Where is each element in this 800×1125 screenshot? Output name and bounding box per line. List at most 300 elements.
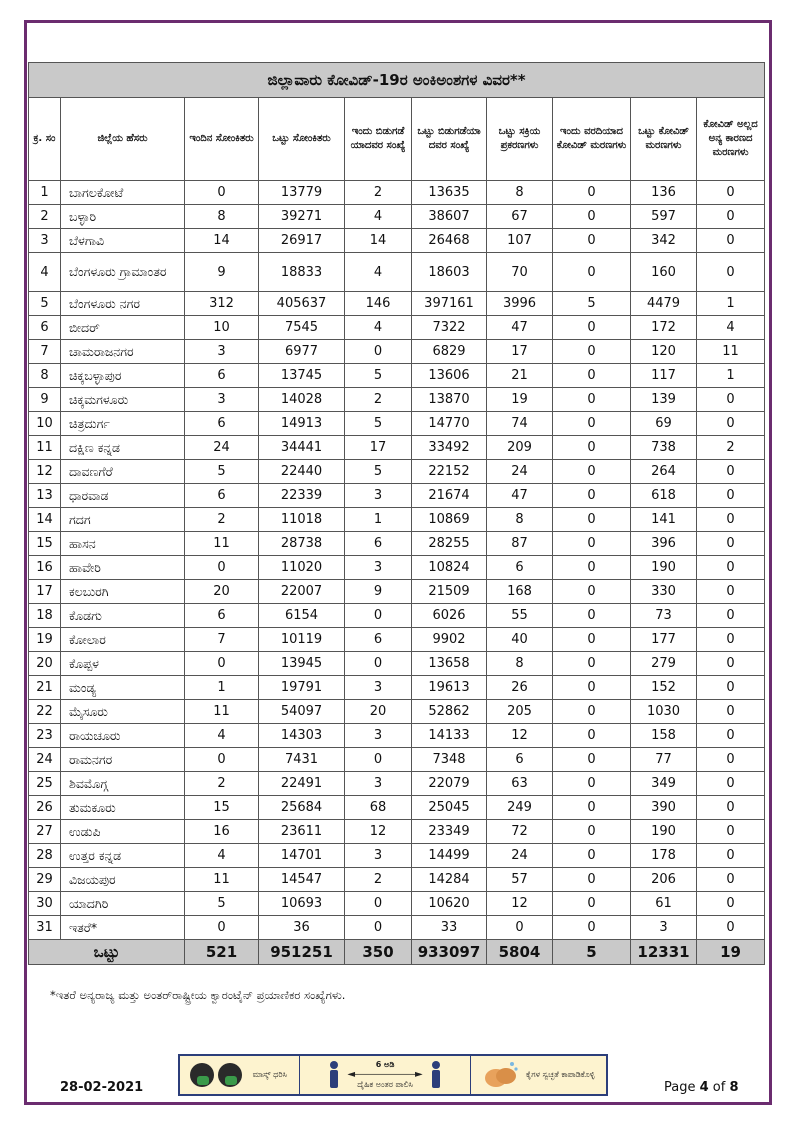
table-cell: 0	[553, 484, 631, 508]
district-name-cell: ಯಾದಗಿರಿ	[61, 892, 185, 916]
table-cell: 0	[345, 652, 412, 676]
table-cell: 14	[185, 229, 259, 253]
table-cell: 0	[553, 508, 631, 532]
table-cell: 7	[29, 340, 61, 364]
table-cell: 397161	[412, 292, 487, 316]
table-cell: 5	[345, 460, 412, 484]
table-cell: 349	[631, 772, 697, 796]
table-cell: 19791	[259, 676, 345, 700]
district-name-cell: ಕೋಲಾರ	[61, 628, 185, 652]
district-name-cell: ಉತ್ತರ ಕನ್ನಡ	[61, 844, 185, 868]
table-cell: 177	[631, 628, 697, 652]
table-cell: 279	[631, 652, 697, 676]
table-cell: 61	[631, 892, 697, 916]
table-cell: 0	[553, 796, 631, 820]
table-cell: 6	[487, 748, 553, 772]
table-cell: 38607	[412, 205, 487, 229]
district-name-cell: ಗದಗ	[61, 508, 185, 532]
total-cell: 350	[345, 940, 412, 965]
table-cell: 13606	[412, 364, 487, 388]
district-name-cell: ಬೆಳಗಾವಿ	[61, 229, 185, 253]
table-cell: 0	[553, 748, 631, 772]
district-name-cell: ದಕ್ಷಿಣ ಕನ್ನಡ	[61, 436, 185, 460]
table-cell: 0	[553, 820, 631, 844]
table-cell: 0	[185, 916, 259, 940]
table-cell: 36	[259, 916, 345, 940]
table-cell: 3996	[487, 292, 553, 316]
district-name-cell: ಶಿವಮೊಗ್ಗ	[61, 772, 185, 796]
table-cell: 24	[185, 436, 259, 460]
table-cell: 9902	[412, 628, 487, 652]
table-cell: 14	[345, 229, 412, 253]
district-name-cell: ಚಿಕ್ಕಮಗಳೂರು	[61, 388, 185, 412]
distance-label: ದೈಹಿಕ ಅಂತರ ಪಾಲಿಸಿ	[357, 1080, 413, 1089]
table-cell: 0	[553, 628, 631, 652]
total-cell: 5	[553, 940, 631, 965]
table-cell: 5	[185, 892, 259, 916]
district-name-cell: ವಿಜಯಪುರ	[61, 868, 185, 892]
district-name-cell: ಬಾಗಲಕೋಟೆ	[61, 181, 185, 205]
column-header: ಒಟ್ಟು ಸಕ್ರಿಯ ಪ್ರಕರಣಗಳು	[487, 98, 553, 181]
table-cell: 18603	[412, 253, 487, 292]
total-cell: 933097	[412, 940, 487, 965]
table-cell: 25	[29, 772, 61, 796]
district-name-cell: ಬೆಂಗಳೂರು ನಗರ	[61, 292, 185, 316]
table-cell: 0	[553, 844, 631, 868]
table-row	[29, 508, 765, 532]
table-cell: 738	[631, 436, 697, 460]
table-cell: 11	[29, 436, 61, 460]
table-cell: 0	[697, 844, 765, 868]
table-cell: 24	[29, 748, 61, 772]
table-cell: 6154	[259, 604, 345, 628]
table-cell: 6	[345, 628, 412, 652]
table-cell: 0	[553, 253, 631, 292]
person-icon	[327, 1060, 341, 1090]
district-name-cell: ಕೊಪ್ಪಳ	[61, 652, 185, 676]
table-cell: 14701	[259, 844, 345, 868]
table-cell: 10869	[412, 508, 487, 532]
table-cell: 6	[185, 484, 259, 508]
table-cell: 3	[345, 772, 412, 796]
table-cell: 22152	[412, 460, 487, 484]
table-cell: 146	[345, 292, 412, 316]
table-cell: 55	[487, 604, 553, 628]
table-cell: 0	[553, 556, 631, 580]
table-cell: 28255	[412, 532, 487, 556]
table-cell: 0	[697, 868, 765, 892]
table-cell: 24	[487, 844, 553, 868]
table-cell: 0	[553, 229, 631, 253]
table-row	[29, 253, 765, 292]
table-cell: 23611	[259, 820, 345, 844]
table-cell: 0	[553, 460, 631, 484]
table-cell: 15	[29, 532, 61, 556]
table-cell: 16	[185, 820, 259, 844]
table-cell: 117	[631, 364, 697, 388]
table-cell: 18	[29, 604, 61, 628]
district-name-cell: ಧಾರವಾಡ	[61, 484, 185, 508]
district-name-cell: ಚಿಕ್ಕಬಳ್ಳಾಪುರ	[61, 364, 185, 388]
district-name-cell: ಚಾಮರಾಜನಗರ	[61, 340, 185, 364]
person-icon	[429, 1060, 443, 1090]
table-cell: 405637	[259, 292, 345, 316]
mask-label: ಮಾಸ್ಕ್ ಧರಿಸಿ	[252, 1070, 287, 1079]
district-name-cell: ಇತರೆ*	[61, 916, 185, 940]
table-cell: 4	[345, 316, 412, 340]
table-cell: 20	[345, 700, 412, 724]
table-cell: 3	[631, 916, 697, 940]
total-cell: 521	[185, 940, 259, 965]
table-cell: 14028	[259, 388, 345, 412]
table-cell: 12	[29, 460, 61, 484]
total-label: ಒಟ್ಟು	[29, 940, 185, 965]
district-name-cell: ದಾವಣಗೆರೆ	[61, 460, 185, 484]
table-cell: 6026	[412, 604, 487, 628]
mask-section	[180, 1056, 299, 1094]
table-cell: 3	[345, 676, 412, 700]
table-cell: 4	[29, 253, 61, 292]
district-name-cell: ಕೊಡಗು	[61, 604, 185, 628]
table-cell: 0	[185, 748, 259, 772]
table-cell: 0	[185, 652, 259, 676]
table-cell: 26	[487, 676, 553, 700]
total-cell: 12331	[631, 940, 697, 965]
table-cell: 34441	[259, 436, 345, 460]
table-cell: 390	[631, 796, 697, 820]
district-name-cell: ಮೈಸೂರು	[61, 700, 185, 724]
table-cell: 2	[697, 436, 765, 460]
table-cell: 30	[29, 892, 61, 916]
table-cell: 21509	[412, 580, 487, 604]
table-row	[29, 364, 765, 388]
table-cell: 73	[631, 604, 697, 628]
table-cell: 0	[697, 556, 765, 580]
table-cell: 6977	[259, 340, 345, 364]
table-cell: 3	[29, 229, 61, 253]
table-title: ಜಿಲ್ಲಾವಾರು ಕೋವಿಡ್-19ರ ಅಂಕಿಅಂಶಗಳ ವಿವರ**	[29, 63, 765, 98]
table-cell: 21674	[412, 484, 487, 508]
table-cell: 39271	[259, 205, 345, 229]
table-cell: 136	[631, 181, 697, 205]
table-cell: 0	[185, 556, 259, 580]
table-cell: 4	[345, 205, 412, 229]
table-row	[29, 748, 765, 772]
page-number: Page 4 of 8	[664, 1080, 739, 1095]
district-name-cell: ರಾಯಚೂರು	[61, 724, 185, 748]
table-row	[29, 436, 765, 460]
table-cell: 312	[185, 292, 259, 316]
table-cell: 1030	[631, 700, 697, 724]
table-row	[29, 556, 765, 580]
table-cell: 7431	[259, 748, 345, 772]
table-cell: 72	[487, 820, 553, 844]
district-name-cell: ಬಳ್ಳಾರಿ	[61, 205, 185, 229]
table-cell: 0	[553, 532, 631, 556]
column-header: ಇಂದಿನ ಸೋಂಕಿತರು	[185, 98, 259, 181]
table-cell: 31	[29, 916, 61, 940]
district-name-cell: ಕಲಬುರಗಿ	[61, 580, 185, 604]
table-cell: 14284	[412, 868, 487, 892]
table-cell: 7348	[412, 748, 487, 772]
table-cell: 10	[29, 412, 61, 436]
mask-faces-icon	[187, 1058, 247, 1092]
table-cell: 330	[631, 580, 697, 604]
table-cell: 4	[185, 724, 259, 748]
table-cell: 20	[185, 580, 259, 604]
table-cell: 0	[697, 412, 765, 436]
table-cell: 0	[697, 652, 765, 676]
table-cell: 3	[185, 340, 259, 364]
table-cell: 13779	[259, 181, 345, 205]
table-cell: 0	[553, 316, 631, 340]
table-cell: 10693	[259, 892, 345, 916]
table-cell: 23	[29, 724, 61, 748]
table-cell: 0	[553, 700, 631, 724]
table-cell: 160	[631, 253, 697, 292]
table-cell: 11	[185, 700, 259, 724]
table-cell: 205	[487, 700, 553, 724]
table-cell: 16	[29, 556, 61, 580]
document-date: 28-02-2021	[60, 1080, 144, 1095]
table-cell: 8	[29, 364, 61, 388]
table-cell: 14303	[259, 724, 345, 748]
table-cell: 107	[487, 229, 553, 253]
table-cell: 0	[185, 181, 259, 205]
table-cell: 4	[185, 844, 259, 868]
table-cell: 7545	[259, 316, 345, 340]
table-cell: 0	[553, 580, 631, 604]
table-cell: 141	[631, 508, 697, 532]
table-cell: 6	[345, 532, 412, 556]
table-cell: 5	[29, 292, 61, 316]
table-cell: 0	[697, 229, 765, 253]
district-name-cell: ರಾಮನಗರ	[61, 748, 185, 772]
table-row	[29, 229, 765, 253]
table-cell: 17	[487, 340, 553, 364]
table-cell: 22491	[259, 772, 345, 796]
table-cell: 178	[631, 844, 697, 868]
table-cell: 54097	[259, 700, 345, 724]
table-cell: 47	[487, 484, 553, 508]
table-cell: 3	[345, 556, 412, 580]
table-cell: 6	[185, 412, 259, 436]
table-cell: 11	[185, 532, 259, 556]
table-cell: 28738	[259, 532, 345, 556]
district-name-cell: ಹಾವೇರಿ	[61, 556, 185, 580]
table-cell: 22	[29, 700, 61, 724]
table-cell: 22440	[259, 460, 345, 484]
table-cell: 6	[185, 364, 259, 388]
table-cell: 19	[29, 628, 61, 652]
table-cell: 2	[345, 181, 412, 205]
table-cell: 158	[631, 724, 697, 748]
table-cell: 12	[345, 820, 412, 844]
table-row	[29, 628, 765, 652]
table-cell: 15	[185, 796, 259, 820]
table-cell: 10119	[259, 628, 345, 652]
table-cell: 0	[697, 916, 765, 940]
table-row	[29, 580, 765, 604]
table-cell: 87	[487, 532, 553, 556]
district-name-cell: ಬೆಂಗಳೂರು ಗ್ರಾಮಾಂತರ	[61, 253, 185, 292]
total-cell: 5804	[487, 940, 553, 965]
table-cell: 0	[697, 460, 765, 484]
table-cell: 0	[345, 340, 412, 364]
table-cell: 0	[553, 340, 631, 364]
table-cell: 168	[487, 580, 553, 604]
table-cell: 26	[29, 796, 61, 820]
table-cell: 2	[29, 205, 61, 229]
table-cell: 11020	[259, 556, 345, 580]
table-cell: 19613	[412, 676, 487, 700]
table-cell: 0	[697, 700, 765, 724]
table-cell: 9	[29, 388, 61, 412]
table-cell: 26917	[259, 229, 345, 253]
table-cell: 8	[185, 205, 259, 229]
table-cell: 264	[631, 460, 697, 484]
footnote: *ಇತರೆ ಅನ್ಯರಾಜ್ಯ ಮತ್ತು ಅಂತರ್‌ರಾಷ್ಟ್ರೀಯ ಕ್ವಾರಂಟೈನ್ ಪ್ರಯಾಣಿಕರ ಸಂಖ್ಯೆಗಳು.	[50, 988, 346, 1002]
table-cell: 1	[697, 364, 765, 388]
table-cell: 0	[553, 868, 631, 892]
table-cell: 120	[631, 340, 697, 364]
table-row	[29, 892, 765, 916]
table-cell: 0	[553, 652, 631, 676]
table-cell: 27	[29, 820, 61, 844]
table-row	[29, 292, 765, 316]
safety-banner	[178, 1054, 608, 1096]
table-row	[29, 916, 765, 940]
table-cell: 13635	[412, 181, 487, 205]
covid-stats-table	[28, 62, 765, 965]
table-cell: 17	[345, 436, 412, 460]
table-cell: 7322	[412, 316, 487, 340]
column-header: ಕ್ರ. ಸಂ	[29, 98, 61, 181]
table-cell: 1	[29, 181, 61, 205]
distance-section	[299, 1056, 469, 1094]
table-cell: 2	[345, 868, 412, 892]
table-cell: 0	[697, 604, 765, 628]
column-header: ಕೋವಿಡ್ ಅಲ್ಲದ ಅನ್ಯ ಕಾರಣದ ಮರಣಗಳು	[697, 98, 765, 181]
table-cell: 5	[553, 292, 631, 316]
table-cell: 14	[29, 508, 61, 532]
table-cell: 0	[553, 364, 631, 388]
table-cell: 21	[487, 364, 553, 388]
table-row	[29, 484, 765, 508]
table-cell: 22007	[259, 580, 345, 604]
table-cell: 0	[553, 604, 631, 628]
column-header: ಒಟ್ಟು ಬಿಡುಗಡೆಯಾ ದವರ ಸಂಖ್ಯೆ	[412, 98, 487, 181]
column-header: ಜಿಲ್ಲೆಯ ಹೆಸರು	[61, 98, 185, 181]
table-cell: 0	[697, 253, 765, 292]
table-cell: 0	[553, 436, 631, 460]
table-cell: 0	[553, 412, 631, 436]
table-cell: 11	[185, 868, 259, 892]
table-cell: 2	[345, 388, 412, 412]
table-row	[29, 844, 765, 868]
table-cell: 6	[29, 316, 61, 340]
table-cell: 1	[697, 292, 765, 316]
table-cell: 11	[697, 340, 765, 364]
table-row	[29, 724, 765, 748]
table-cell: 5	[345, 412, 412, 436]
table-cell: 0	[697, 484, 765, 508]
table-cell: 3	[345, 484, 412, 508]
table-cell: 74	[487, 412, 553, 436]
table-cell: 5	[345, 364, 412, 388]
table-cell: 11018	[259, 508, 345, 532]
table-cell: 618	[631, 484, 697, 508]
table-cell: 0	[553, 916, 631, 940]
table-cell: 18833	[259, 253, 345, 292]
table-cell: 8	[487, 652, 553, 676]
table-cell: 57	[487, 868, 553, 892]
table-cell: 40	[487, 628, 553, 652]
table-cell: 0	[697, 205, 765, 229]
table-cell: 14913	[259, 412, 345, 436]
table-cell: 8	[487, 508, 553, 532]
table-cell: 0	[553, 205, 631, 229]
table-row	[29, 676, 765, 700]
table-cell: 0	[553, 892, 631, 916]
total-row	[29, 940, 765, 965]
table-cell: 0	[553, 724, 631, 748]
table-cell: 190	[631, 820, 697, 844]
column-header: ಒಟ್ಟು ಸೋಂಕಿತರು	[259, 98, 345, 181]
table-cell: 22339	[259, 484, 345, 508]
table-cell: 33492	[412, 436, 487, 460]
distance-value: 6 ಅಡಿ	[375, 1060, 395, 1069]
table-cell: 249	[487, 796, 553, 820]
hand-wash-icon	[478, 1058, 522, 1092]
table-cell: 0	[697, 580, 765, 604]
table-cell: 24	[487, 460, 553, 484]
table-cell: 14133	[412, 724, 487, 748]
table-cell: 68	[345, 796, 412, 820]
table-cell: 6	[185, 604, 259, 628]
table-cell: 17	[29, 580, 61, 604]
table-cell: 0	[697, 532, 765, 556]
table-row	[29, 796, 765, 820]
table-cell: 29	[29, 868, 61, 892]
table-cell: 4	[345, 253, 412, 292]
table-cell: 3	[185, 388, 259, 412]
table-cell: 10	[185, 316, 259, 340]
table-cell: 25684	[259, 796, 345, 820]
table-cell: 4479	[631, 292, 697, 316]
table-row	[29, 772, 765, 796]
table-cell: 0	[697, 628, 765, 652]
table-row	[29, 604, 765, 628]
table-row	[29, 316, 765, 340]
district-name-cell: ಹಾಸನ	[61, 532, 185, 556]
table-cell: 0	[487, 916, 553, 940]
table-cell: 6	[487, 556, 553, 580]
total-cell: 19	[697, 940, 765, 965]
table-cell: 139	[631, 388, 697, 412]
table-row	[29, 412, 765, 436]
table-cell: 0	[345, 916, 412, 940]
table-cell: 28	[29, 844, 61, 868]
column-header: ಇಂದು ವರದಿಯಾದ ಕೋವಿಡ್ ಮರಣಗಳು	[553, 98, 631, 181]
table-cell: 0	[697, 724, 765, 748]
table-row	[29, 532, 765, 556]
column-header: ಇಂದು ಬಿಡುಗಡೆ ಯಾದವರ ಸಂಖ್ಯೆ	[345, 98, 412, 181]
table-cell: 23349	[412, 820, 487, 844]
table-cell: 206	[631, 868, 697, 892]
table-cell: 1	[185, 676, 259, 700]
table-cell: 0	[553, 676, 631, 700]
